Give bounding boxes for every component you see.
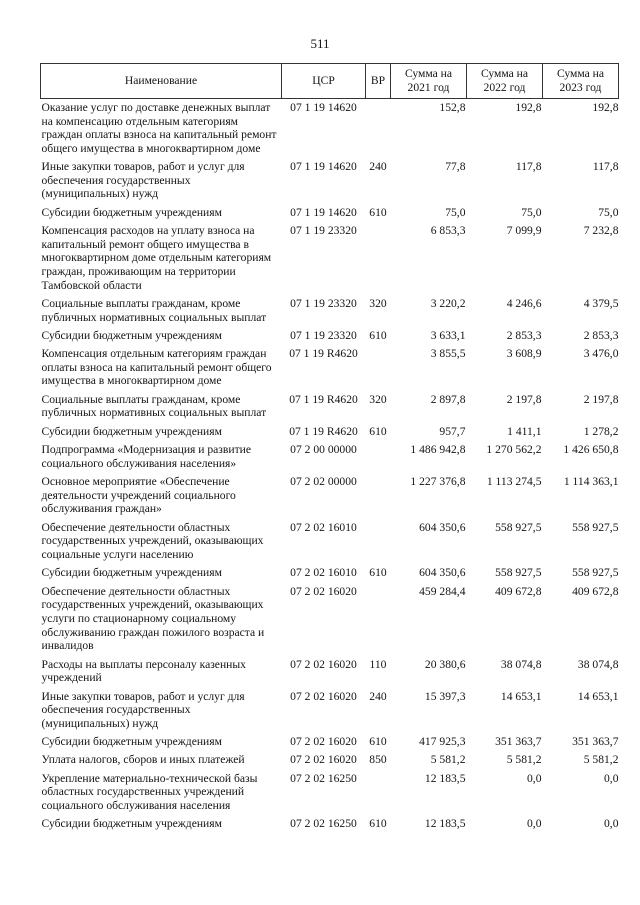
- cell-csr: 07 1 19 R4620: [289, 347, 358, 361]
- cell-name: Основное мероприятие «Обеспечение деятельности учреждений социального обслуживания граждан»: [41, 475, 236, 516]
- table-row: [41, 753, 619, 771]
- cell-sum-2021: 3 220,2: [430, 296, 466, 310]
- cell-name: Субсидии бюджетным учреждениям: [41, 735, 222, 749]
- table-row: [41, 425, 619, 443]
- table-row: [41, 690, 619, 736]
- cell-vr: 610: [369, 566, 387, 580]
- cell-csr: 07 2 02 16020: [290, 657, 357, 671]
- header-vr: ВР: [366, 64, 391, 99]
- cell-vr: 610: [369, 205, 387, 219]
- table-row: [41, 99, 619, 161]
- table-row: [41, 443, 619, 475]
- cell-sum-2023: 38 074,8: [577, 657, 619, 671]
- cell-name: Обеспечение деятельности областных государственных учреждений, оказывающих услуги по стационарному социальному обслуживанию граждан пожилого возраста и инвалидов: [41, 584, 265, 653]
- cell-sum-2021: 604 350,6: [419, 520, 466, 534]
- cell-csr: 07 1 19 14620: [290, 205, 357, 219]
- cell-sum-2022: 0,0: [527, 817, 542, 831]
- cell-vr: [366, 224, 391, 297]
- cell-sum-2023: 1 114 363,1: [563, 475, 619, 489]
- cell-name: Обеспечение деятельности областных государственных учреждений, оказывающих социальные услуги населению: [41, 520, 264, 561]
- cell-name: Укрепление материально-технической базы областных государственных учреждений социального обслуживания населения: [41, 771, 258, 813]
- cell-vr: 610: [369, 735, 387, 749]
- table-row: [41, 566, 619, 584]
- cell-vr: 320: [369, 296, 387, 310]
- table-body: [41, 99, 619, 836]
- cell-sum-2023: 3 476,0: [583, 347, 619, 361]
- cell-csr: 07 2 02 16010: [290, 520, 357, 534]
- table-row: [41, 224, 619, 297]
- cell-sum-2022: 2 853,3: [506, 328, 542, 342]
- table-row: [41, 297, 619, 329]
- cell-csr: 07 2 02 00000: [290, 475, 357, 489]
- table-row: [41, 521, 619, 567]
- cell-csr: 07 1 19 R4620: [289, 424, 358, 438]
- cell-csr: 07 2 02 16020: [290, 689, 357, 703]
- cell-sum-2023: 409 672,8: [572, 584, 619, 598]
- cell-name: Социальные выплаты гражданам, кроме публичных нормативных социальных выплат: [41, 392, 267, 420]
- cell-sum-2023: 2 853,3: [583, 328, 619, 342]
- cell-name: Оказание услуг по доставке денежных выплат на компенсацию отдельным категориям граждан оплаты взноса на капитальный ремонт общего имущества в многоквартирном доме: [41, 101, 277, 155]
- cell-sum-2021: 3 633,1: [430, 328, 466, 342]
- cell-vr: [366, 521, 391, 567]
- cell-sum-2022: 409 672,8: [495, 584, 542, 598]
- cell-csr: 07 1 19 R4620: [289, 392, 358, 406]
- cell-csr: 07 2 02 16020: [290, 584, 357, 598]
- cell-sum-2021: 3 855,5: [430, 347, 466, 361]
- cell-sum-2021: 2 897,8: [430, 392, 466, 406]
- cell-vr: 850: [369, 753, 387, 767]
- cell-sum-2022: 2 197,8: [506, 392, 542, 406]
- cell-name: Расходы на выплаты персоналу казенных учреждений: [41, 657, 246, 685]
- cell-sum-2021: 6 853,3: [430, 224, 466, 238]
- cell-vr: [366, 347, 391, 393]
- cell-sum-2022: 75,0: [521, 205, 542, 219]
- cell-vr: [366, 475, 391, 521]
- header-csr: ЦСР: [282, 64, 366, 99]
- table-row: [41, 347, 619, 393]
- cell-vr: 240: [369, 160, 387, 174]
- cell-sum-2022: 1 113 274,5: [486, 475, 542, 489]
- cell-csr: 07 2 02 16020: [290, 753, 357, 767]
- cell-csr: 07 1 19 14620: [290, 101, 357, 114]
- cell-name: Субсидии бюджетным учреждениям: [41, 566, 222, 580]
- cell-vr: [366, 443, 391, 475]
- cell-csr: 07 1 19 23320: [290, 328, 357, 342]
- cell-vr: [366, 99, 391, 161]
- cell-sum-2022: 192,8: [515, 101, 542, 114]
- cell-sum-2022: 1 270 562,2: [486, 443, 542, 457]
- cell-csr: 07 2 00 00000: [290, 443, 357, 457]
- cell-sum-2021: 957,7: [439, 424, 466, 438]
- table-row: [41, 160, 619, 206]
- table-row: [41, 658, 619, 690]
- cell-sum-2021: 75,0: [445, 205, 466, 219]
- cell-csr: 07 1 19 23320: [290, 296, 357, 310]
- cell-sum-2023: 0,0: [604, 771, 619, 785]
- cell-sum-2021: 417 925,3: [419, 735, 466, 749]
- cell-vr: 610: [369, 328, 387, 342]
- cell-sum-2023: 558 927,5: [572, 520, 619, 534]
- cell-sum-2023: 7 232,8: [583, 224, 619, 238]
- cell-name: Субсидии бюджетным учреждениям: [41, 424, 222, 438]
- cell-name: Субсидии бюджетным учреждениям: [41, 817, 222, 831]
- cell-sum-2021: 12 183,5: [424, 817, 466, 831]
- table-row: [41, 393, 619, 425]
- cell-sum-2022: 5 581,2: [506, 753, 542, 767]
- table-row: [41, 817, 619, 835]
- cell-sum-2021: 1 486 942,8: [410, 443, 466, 457]
- table-header: [41, 64, 619, 99]
- cell-sum-2023: 75,0: [598, 205, 619, 219]
- cell-sum-2021: 77,8: [445, 160, 466, 174]
- cell-name: Компенсация отдельным категориям граждан оплаты взноса на капитальный ремонт общего имущества в многоквартирном доме: [41, 347, 272, 388]
- cell-sum-2021: 15 397,3: [424, 689, 466, 703]
- cell-sum-2023: 1 278,2: [583, 424, 619, 438]
- cell-sum-2023: 1 426 650,8: [563, 443, 619, 457]
- cell-csr: 07 2 02 16020: [290, 735, 357, 749]
- cell-name: Уплата налогов, сборов и иных платежей: [41, 753, 245, 767]
- cell-csr: 07 2 02 16010: [290, 566, 357, 580]
- cell-sum-2023: 0,0: [604, 817, 619, 831]
- cell-name: Компенсация расходов на уплату взноса на капитальный ремонт общего имущества в многоквартирном доме отдельным категориям граждан, проживающим на территории Тамбовской области: [41, 224, 272, 292]
- cell-vr: 320: [369, 392, 387, 406]
- cell-sum-2021: 459 284,4: [419, 584, 466, 598]
- cell-name: Иные закупки товаров, работ и услуг для обеспечения государственных (муниципальных) нужд: [41, 160, 245, 201]
- table-row: [41, 329, 619, 347]
- cell-sum-2023: 192,8: [592, 101, 619, 114]
- cell-sum-2021: 604 350,6: [419, 566, 466, 580]
- cell-sum-2023: 558 927,5: [572, 566, 619, 580]
- cell-name: Субсидии бюджетным учреждениям: [41, 205, 222, 219]
- cell-sum-2022: 558 927,5: [495, 520, 542, 534]
- header-name: Наименование: [41, 64, 282, 99]
- budget-table: [40, 63, 619, 836]
- cell-vr: 110: [369, 657, 387, 671]
- cell-vr: 240: [369, 689, 387, 703]
- cell-sum-2023: 14 653,1: [577, 689, 619, 703]
- header-sum-2021: Сумма на 2021 год: [391, 64, 467, 99]
- cell-csr: 07 1 19 23320: [290, 224, 357, 238]
- cell-sum-2022: 14 653,1: [500, 689, 542, 703]
- header-sum-2022: Сумма на 2022 год: [467, 64, 543, 99]
- cell-sum-2021: 5 581,2: [430, 753, 466, 767]
- table-row: [41, 206, 619, 224]
- cell-sum-2022: 351 363,7: [495, 735, 542, 749]
- cell-sum-2023: 5 581,2: [583, 753, 619, 767]
- cell-sum-2022: 0,0: [527, 771, 542, 785]
- cell-sum-2022: 38 074,8: [500, 657, 542, 671]
- header-row: [41, 64, 619, 99]
- cell-name: Субсидии бюджетным учреждениям: [41, 328, 222, 342]
- cell-sum-2022: 7 099,9: [506, 224, 542, 238]
- cell-name: Иные закупки товаров, работ и услуг для обеспечения государственных (муниципальных) нужд: [41, 689, 245, 730]
- cell-vr: [366, 585, 391, 658]
- cell-sum-2023: 117,8: [592, 160, 619, 174]
- cell-vr: 610: [369, 817, 387, 831]
- table-row: [41, 475, 619, 521]
- page-number: 511: [310, 36, 330, 51]
- cell-csr: 07 2 02 16250: [290, 771, 357, 785]
- table-row: [41, 585, 619, 658]
- cell-sum-2022: 558 927,5: [495, 566, 542, 580]
- header-sum-2023: Сумма на 2023 год: [543, 64, 619, 99]
- cell-csr: 07 2 02 16250: [290, 817, 357, 831]
- cell-vr: 610: [369, 424, 387, 438]
- table-row: [41, 735, 619, 753]
- cell-sum-2023: 2 197,8: [583, 392, 619, 406]
- cell-sum-2023: 351 363,7: [572, 735, 619, 749]
- cell-vr: [366, 772, 391, 818]
- cell-sum-2021: 152,8: [439, 101, 466, 114]
- cell-sum-2021: 1 227 376,8: [410, 475, 466, 489]
- table-row: [41, 772, 619, 818]
- cell-name: Социальные выплаты гражданам, кроме публичных нормативных социальных выплат: [41, 296, 267, 324]
- cell-name: Подпрограмма «Модернизация и развитие социального обслуживания населения»: [41, 443, 251, 470]
- cell-sum-2022: 117,8: [515, 160, 542, 174]
- cell-sum-2022: 4 246,6: [506, 296, 542, 310]
- cell-sum-2021: 12 183,5: [424, 771, 466, 785]
- cell-csr: 07 1 19 14620: [290, 160, 357, 174]
- cell-sum-2023: 4 379,5: [583, 296, 619, 310]
- cell-sum-2022: 3 608,9: [506, 347, 542, 361]
- cell-sum-2022: 1 411,1: [507, 424, 542, 438]
- cell-sum-2021: 20 380,6: [424, 657, 466, 671]
